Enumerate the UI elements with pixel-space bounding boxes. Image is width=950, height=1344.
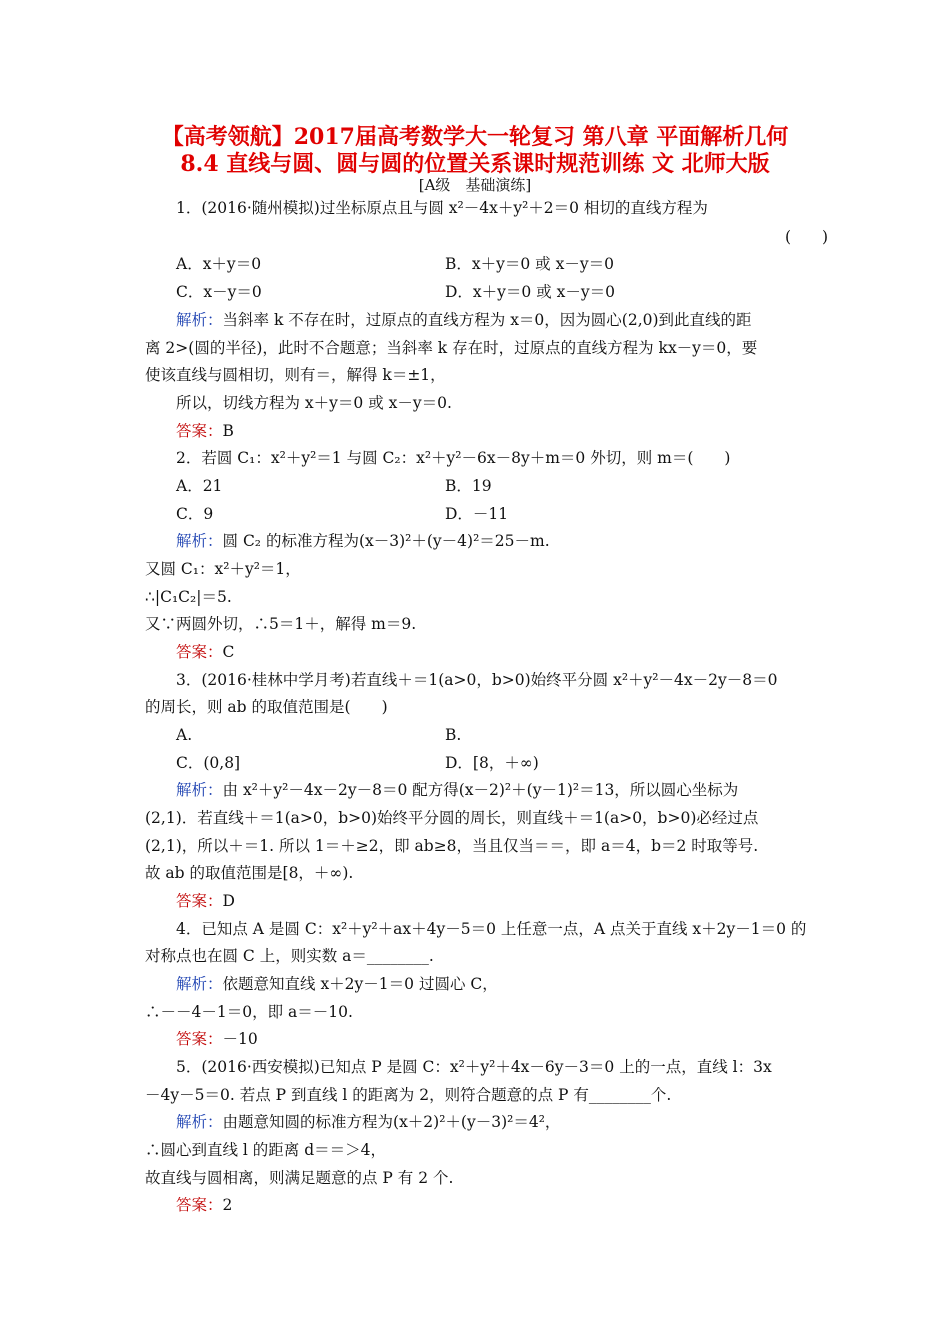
q2-solution-line1: 解析：圆 C₂ 的标准方程为(x－3)²＋(y－4)²＝25－m. bbox=[176, 532, 550, 550]
q5-solution-line2: ∴圆心到直线 l 的距离 d＝＝＞4， bbox=[145, 1141, 387, 1159]
q2-answer: 答案：C bbox=[176, 643, 235, 661]
q3-option-a: A. bbox=[176, 726, 193, 744]
q2-option-b: B．19 bbox=[445, 477, 492, 495]
q2-solution-line3: ∴|C₁C₂|＝5. bbox=[145, 588, 232, 606]
q2-stem: 2．若圆 C₁：x²＋y²＝1 与圆 C₂：x²＋y²－6x－8y＋m＝0 外切，则 m＝( ) bbox=[176, 449, 731, 467]
q4-answer: 答案：－10 bbox=[176, 1030, 258, 1048]
q3-solution-line4: 故 ab 的取值范围是[8，＋∞). bbox=[145, 864, 354, 882]
q1-solution-line3: 使该直线与圆相切，则有＝，解得 k＝±1， bbox=[145, 366, 446, 384]
q2-solution-line4: 又∵两圆外切，∴5＝1＋，解得 m＝9. bbox=[145, 615, 417, 633]
q3-answer: 答案：D bbox=[176, 892, 235, 910]
q3-solution-line2: (2,1)．若直线＋＝1(a>0，b>0)始终平分圆的周长，则直线＋＝1(a>0，b>0)必经过点 bbox=[145, 809, 759, 827]
q5-solution-line3: 故直线与圆相离，则满足题意的点 P 有 2 个. bbox=[145, 1169, 454, 1187]
q1-option-b: B．x＋y＝0 或 x－y＝0 bbox=[445, 255, 614, 273]
q1-solution-line2: 离 2>(圆的半径)，此时不合题意；当斜率 k 存在时，过原点的直线方程为 kx－y＝0，要 bbox=[145, 339, 758, 357]
q5-stem-line1: 5．(2016·西安模拟)已知点 P 是圆 C：x²＋y²＋4x－6y－3＝0 上的一点，直线 l：3x bbox=[176, 1058, 772, 1076]
q1-option-a: A．x＋y＝0 bbox=[176, 255, 262, 273]
answer-label: 答案： bbox=[176, 892, 223, 910]
q2-solution-line2: 又圆 C₁：x²＋y²＝1， bbox=[145, 560, 301, 578]
solution-label: 解析： bbox=[176, 975, 223, 993]
answer-label: 答案： bbox=[176, 422, 223, 440]
answer-label: 答案： bbox=[176, 643, 223, 661]
solution-label: 解析： bbox=[176, 532, 223, 550]
q1-answer-blank: ( ) bbox=[785, 228, 829, 246]
q4-stem-line1: 4．已知点 A 是圆 C：x²＋y²＋ax＋4y－5＝0 上任意一点，A 点关于直线 x＋2y－1＝0 的 bbox=[176, 920, 807, 938]
q1-option-d: D．x＋y＝0 或 x－y＝0 bbox=[445, 283, 616, 301]
q3-solution-line1: 解析：由 x²＋y²－4x－2y－8＝0 配方得(x－2)²＋(y－1)²＝13，所以圆心坐标为 bbox=[176, 781, 739, 799]
solution-label: 解析： bbox=[176, 311, 223, 329]
answer-label: 答案： bbox=[176, 1030, 223, 1048]
q3-stem-line1: 3．(2016·桂林中学月考)若直线＋＝1(a>0，b>0)始终平分圆 x²＋y²－4x－2y－8＝0 bbox=[176, 671, 778, 689]
q2-option-a: A．21 bbox=[176, 477, 223, 495]
q4-solution-line1: 解析：依题意知直线 x＋2y－1＝0 过圆心 C， bbox=[176, 975, 498, 993]
q2-option-c: C．9 bbox=[176, 505, 214, 523]
section-level-label: [A级 基础演练] bbox=[418, 176, 532, 194]
solution-label: 解析： bbox=[176, 781, 223, 799]
q3-stem-line2: 的周长，则 ab 的取值范围是( ) bbox=[145, 698, 388, 716]
q2-option-d: D．－11 bbox=[445, 505, 509, 523]
answer-label: 答案： bbox=[176, 1196, 223, 1214]
q5-answer: 答案：2 bbox=[176, 1196, 233, 1214]
document-title-line1: 【高考领航】2017届高考数学大一轮复习 第八章 平面解析几何 bbox=[161, 124, 789, 150]
q4-solution-line2: ∴－－4－1＝0，即 a＝－10. bbox=[145, 1003, 353, 1021]
q1-answer: 答案：B bbox=[176, 422, 234, 440]
solution-label: 解析： bbox=[176, 1113, 223, 1131]
q5-solution-line1: 解析：由题意知圆的标准方程为(x＋2)²＋(y－3)²＝4²， bbox=[176, 1113, 561, 1131]
q3-solution-line3: (2,1)，所以＋＝1. 所以 1＝＋≥2，即 ab≥8，当且仅当＝＝，即 a＝4，b＝2 时取等号. bbox=[145, 837, 759, 855]
q4-stem-line2: 对称点也在圆 C 上，则实数 a＝________. bbox=[145, 947, 434, 965]
q3-option-d: D．[8，＋∞) bbox=[445, 754, 539, 772]
q5-stem-line2: －4y－5＝0. 若点 P 到直线 l 的距离为 2，则符合题意的点 P 有________个. bbox=[145, 1086, 672, 1104]
q1-option-c: C．x－y＝0 bbox=[176, 283, 262, 301]
document-title-line2: 8.4 直线与圆、圆与圆的位置关系课时规范训练 文 北师大版 bbox=[180, 151, 770, 177]
q1-stem: 1．(2016·随州模拟)过坐标原点且与圆 x²－4x＋y²＋2＝0 相切的直线方程为 bbox=[176, 199, 708, 217]
q1-solution-line1: 解析：当斜率 k 不存在时，过原点的直线方程为 x＝0，因为圆心(2,0)到此直线的距 bbox=[176, 311, 752, 329]
q3-option-c: C．(0,8] bbox=[176, 754, 241, 772]
q3-option-b: B. bbox=[445, 726, 462, 744]
q1-solution-line4: 所以，切线方程为 x＋y＝0 或 x－y＝0. bbox=[176, 394, 452, 412]
